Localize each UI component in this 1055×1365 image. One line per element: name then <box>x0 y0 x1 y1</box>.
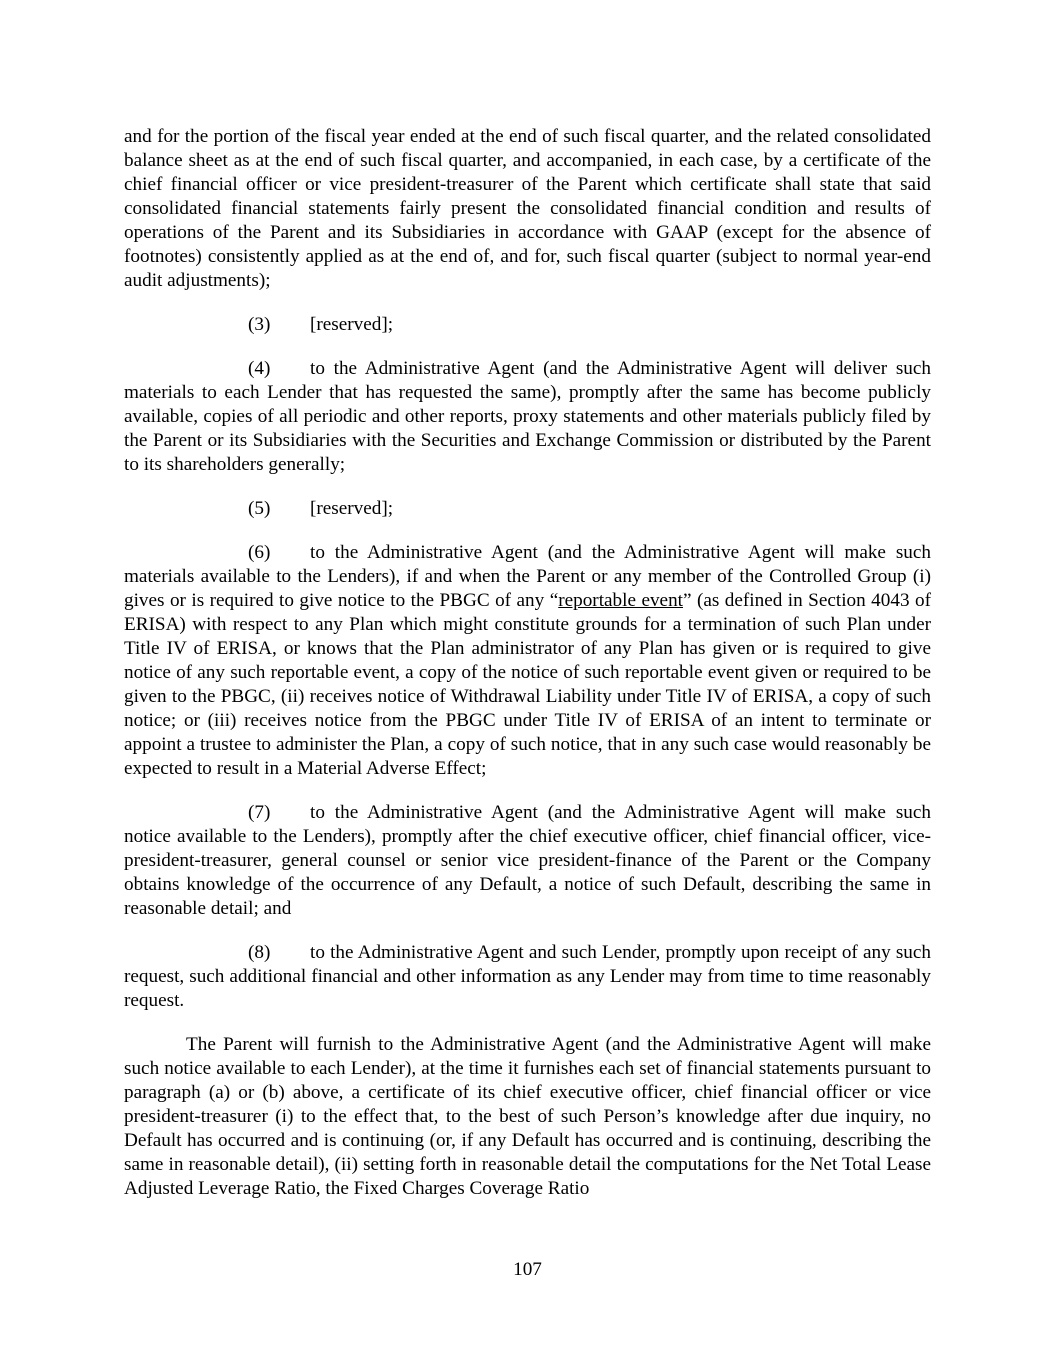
list-item-6: (6) to the Administrative Agent (and the Administrative Agent will make such materials available to the Lenders), if and when the Parent or any member of the Controlled Group (i) gives or is required to give notice to the PBGC of any “reportable event” (as defined in Section 4043 of ERISA) with respect to any Plan which might constitute grounds for a termination of such Plan under Title IV of ERISA, or knows that the Plan administrator of any Plan has given or is required to give notice of any such reportable event, a copy of the notice of such reportable event given or required to be given to the PBGC, (ii) receives notice of Withdrawal Liability under Title IV of ERISA, a copy of such notice; or (iii) receives notice from the PBGC under Title IV of ERISA of an intent to terminate or appoint a trustee to administer the Plan, a copy of such notice, that in any such case would reasonably be expected to result in a Material Adverse Effect; <box>124 542 931 779</box>
page-number: 107 <box>513 1259 542 1280</box>
list-item-8: (8) to the Administrative Agent and such Lender, promptly upon receipt of any such request, such additional financial and other information as any Lender may from time to time reasonably request. <box>124 942 931 1011</box>
list-item-5: (5) [reserved]; <box>248 498 394 519</box>
body-text <box>124 125 931 1221</box>
defined-term: reportable event <box>558 590 683 611</box>
paragraph: and for the portion of the fiscal year ended at the end of such fiscal quarter, and the related consolidated balance sheet as at the end of such fiscal quarter, and accompanied, in each case, by a certificate of the chief financial officer or vice president-treasurer of the Parent which certificate shall state that said consolidated financial statements fairly present the consolidated financial condition and results of operations of the Parent and its Subsidiaries in accordance with GAAP (except for the absence of footnotes) consistently applied as at the end of, and for, such fiscal quarter (subject to normal year-end audit adjustments); <box>124 126 931 291</box>
list-item-3: (3) [reserved]; <box>248 314 394 335</box>
list-item-4: (4) to the Administrative Agent (and the Administrative Agent will deliver such materials to each Lender that has requested the same), promptly after the same has become publicly available, copies of all periodic and other reports, proxy statements and other materials publicly filed by the Parent or its Subsidiaries with the Securities and Exchange Commission or distributed by the Parent to its shareholders generally; <box>124 358 931 475</box>
list-item-7: (7) to the Administrative Agent (and the Administrative Agent will make such notice available to the Lenders), promptly after the chief executive officer, chief financial officer, vice-president-treasurer, general counsel or senior vice president-finance of the Parent or the Company obtains knowledge of the occurrence of any Default, a notice of such Default, describing the same in reasonable detail; and <box>124 802 931 919</box>
final-paragraph: The Parent will furnish to the Administrative Agent (and the Administrative Agent will make such notice available to each Lender), at the time it furnishes each set of financial statements pursuant to paragraph (a) or (b) above, a certificate of its chief executive officer, chief financial officer or vice president-treasurer (i) to the effect that, to the best of such Person’s knowledge after due inquiry, no Default has occurred and is continuing (or, if any Default has occurred and is continuing, describing the same in reasonable detail), (ii) setting forth in reasonable detail the computations for the Net Total Lease Adjusted Leverage Ratio, the Fixed Charges Coverage Ratio <box>124 1034 931 1199</box>
